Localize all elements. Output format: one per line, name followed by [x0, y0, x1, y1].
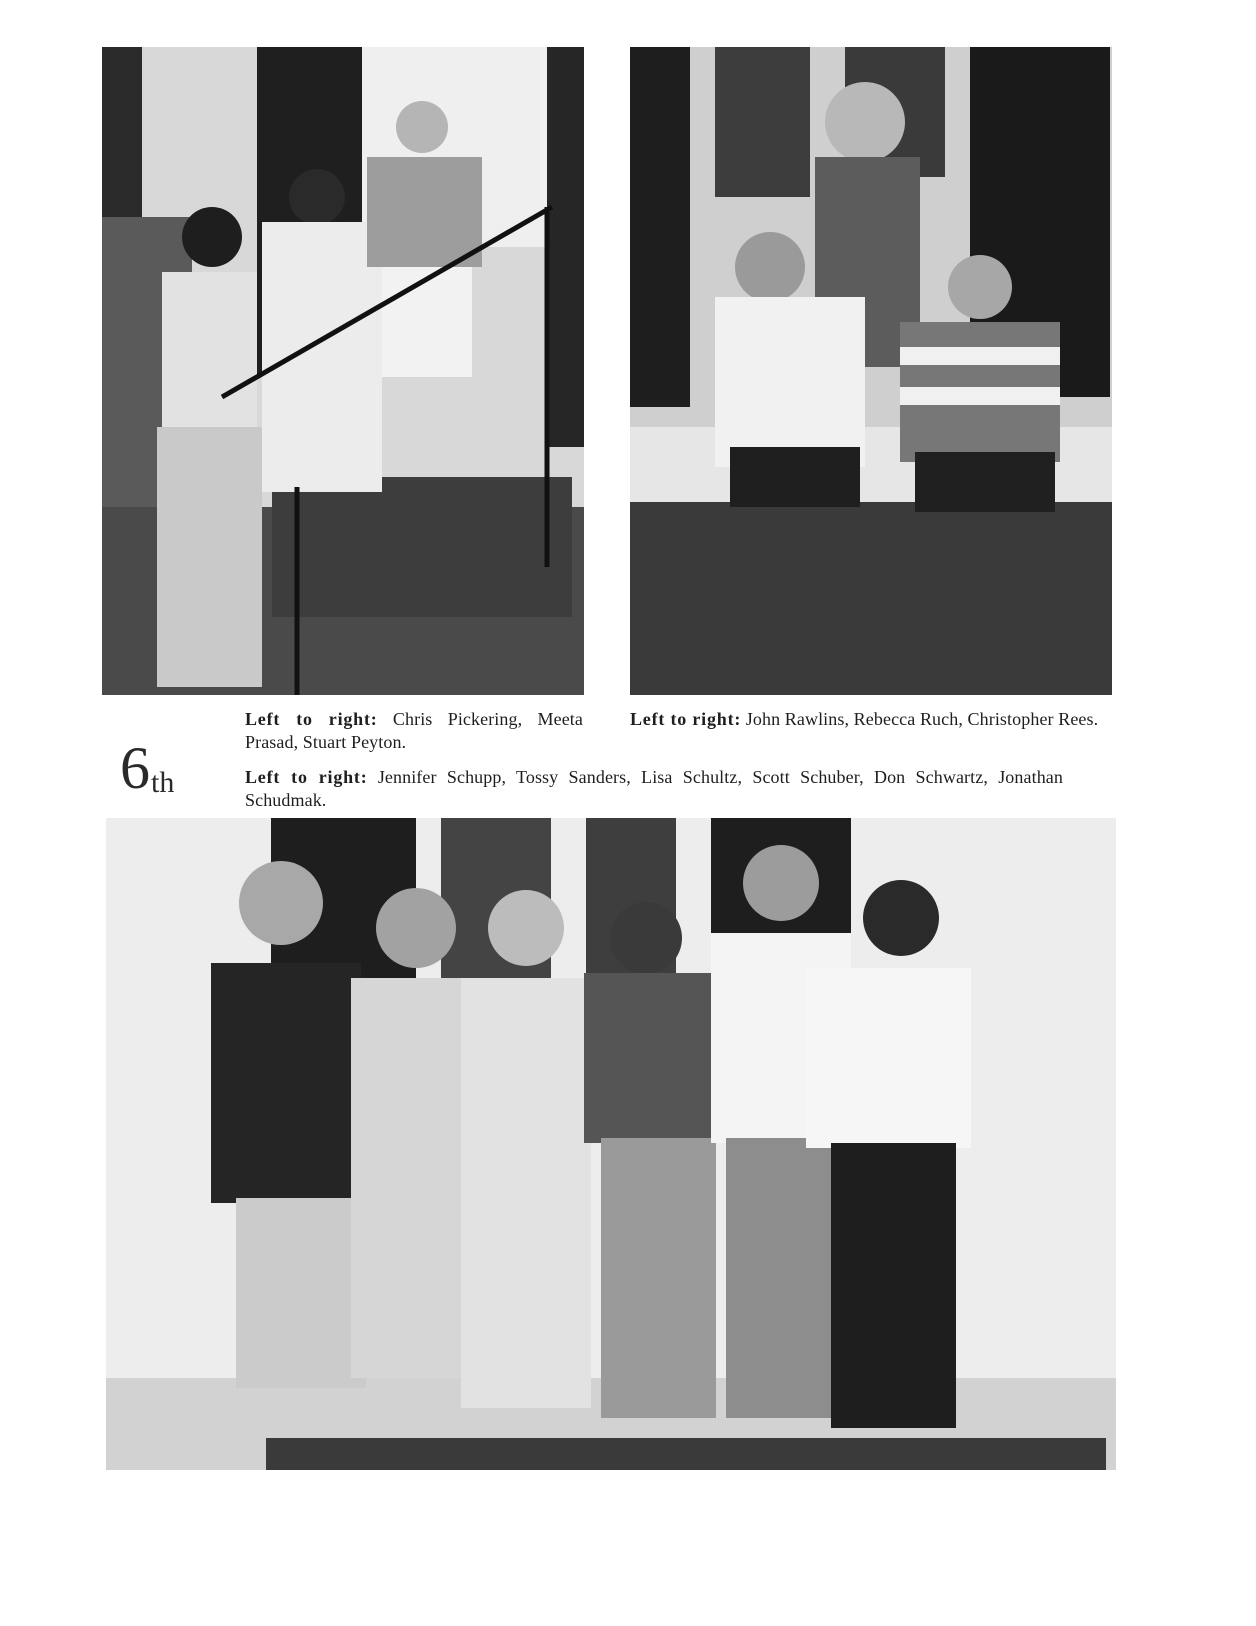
caption-names: John Rawlins, Rebecca Ruch, Christopher Rees.: [745, 709, 1099, 729]
caption-names: Chris Pickering, Meeta Prasad, Stuart Peyton.: [245, 709, 583, 752]
photo-top-left: [102, 47, 584, 695]
caption-top-right: [630, 708, 1130, 731]
grade-label: [120, 735, 175, 813]
caption-lead: Left to right:: [245, 767, 368, 787]
photo-top-right: [630, 47, 1112, 695]
photo-bottom: [106, 818, 1116, 1470]
caption-top-left: [245, 708, 583, 754]
grade-numeral: 6: [120, 735, 150, 801]
caption-lead: Left to right:: [245, 709, 378, 729]
caption-names: Jennifer Schupp, Tossy Sanders, Lisa Schultz, Scott Schuber, Don Schwartz, Jonathan Schudmak.: [245, 767, 1063, 810]
grade-suffix: th: [151, 766, 175, 799]
caption-bottom: [245, 766, 1063, 812]
caption-lead: Left to right:: [630, 709, 742, 729]
